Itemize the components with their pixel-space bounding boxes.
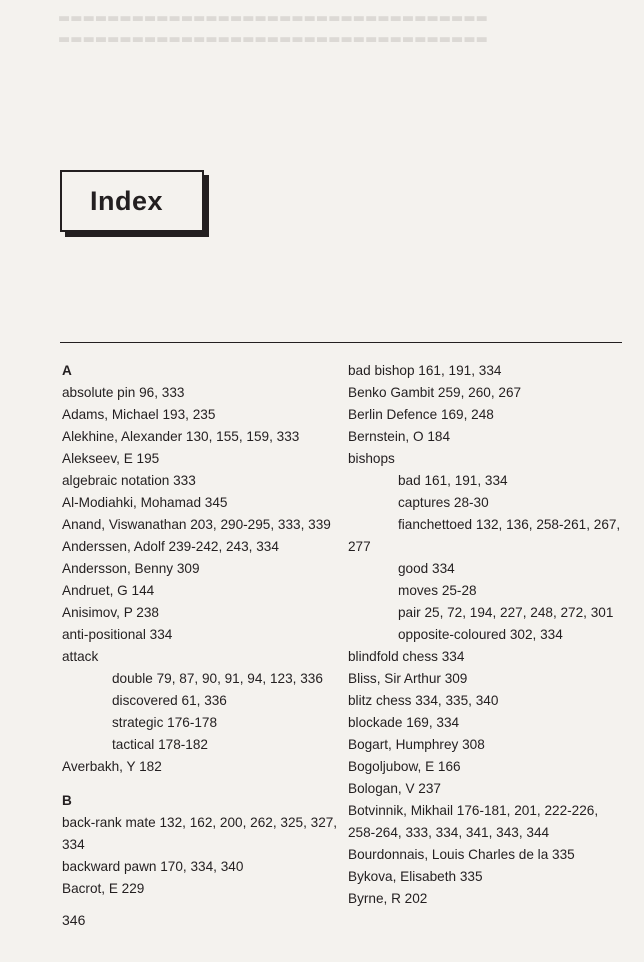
index-entry: algebraic notation 333 <box>62 473 196 488</box>
index-subentry: discovered 61, 336 <box>112 693 227 708</box>
index-entry: attack <box>62 649 99 664</box>
index-section-letter: A <box>62 363 72 378</box>
index-entry: 334 <box>62 837 85 852</box>
index-entry: Berlin Defence 169, 248 <box>348 407 494 422</box>
index-entry: bishops <box>348 451 395 466</box>
index-section-letter: B <box>62 793 72 808</box>
index-entry: Anderssen, Adolf 239-242, 243, 334 <box>62 539 279 554</box>
index-entry: blitz chess 334, 335, 340 <box>348 693 499 708</box>
index-column-right <box>348 360 638 910</box>
title-divider <box>60 342 622 343</box>
index-entry: bad bishop 161, 191, 334 <box>348 363 502 378</box>
index-entry: Anand, Viswanathan 203, 290-295, 333, 339 <box>62 517 331 532</box>
index-entry: 258-264, 333, 334, 341, 343, 344 <box>348 825 550 840</box>
index-entry: absolute pin 96, 333 <box>62 385 185 400</box>
index-entry: Andersson, Benny 309 <box>62 561 200 576</box>
index-entry: Alekseev, E 195 <box>62 451 160 466</box>
index-entry: Botvinnik, Mikhail 176-181, 201, 222-226, <box>348 803 599 818</box>
index-entry: back-rank mate 132, 162, 200, 262, 325, 327, <box>62 815 338 830</box>
index-entry: Averbakh, Y 182 <box>62 759 162 774</box>
index-entry: Benko Gambit 259, 260, 267 <box>348 385 522 400</box>
index-entry: Bogoljubow, E 166 <box>348 759 461 774</box>
index-entry: backward pawn 170, 334, 340 <box>62 859 244 874</box>
index-entry: blockade 169, 334 <box>348 715 460 730</box>
index-column-left <box>62 360 342 900</box>
section-gap <box>62 778 342 790</box>
index-subentry: tactical 178-182 <box>112 737 208 752</box>
index-entry: Bourdonnais, Louis Charles de la 335 <box>348 847 575 862</box>
index-entry: Bogart, Humphrey 308 <box>348 737 485 752</box>
index-subentry: bad 161, 191, 334 <box>398 473 508 488</box>
index-entry: Adams, Michael 193, 235 <box>62 407 216 422</box>
index-entry: blindfold chess 334 <box>348 649 465 664</box>
index-subentry: moves 25-28 <box>398 583 477 598</box>
index-entry: Al-Modiahki, Mohamad 345 <box>62 495 228 510</box>
index-subentry: captures 28-30 <box>398 495 489 510</box>
page-title: Index <box>90 186 164 216</box>
index-entry: Bykova, Elisabeth 335 <box>348 869 483 884</box>
index-entry: anti-positional 334 <box>62 627 173 642</box>
index-subentry: strategic 176-178 <box>112 715 218 730</box>
page-number: 346 <box>62 912 86 928</box>
index-entry: Anisimov, P 238 <box>62 605 159 620</box>
index-entry: Byrne, R 202 <box>348 891 428 906</box>
index-entry: Alekhine, Alexander 130, 155, 159, 333 <box>62 429 300 444</box>
index-subentry: good 334 <box>398 561 455 576</box>
index-subentry: fianchettoed 132, 136, 258-261, 267, <box>398 517 621 532</box>
index-entry: 277 <box>348 539 371 554</box>
index-title-box <box>60 170 204 232</box>
index-subentry: pair 25, 72, 194, 227, 248, 272, 301 <box>398 605 614 620</box>
index-entry: Bologan, V 237 <box>348 781 441 796</box>
show-through-text: ▬▬▬▬▬▬▬▬▬▬▬▬▬▬▬▬▬▬▬▬▬▬▬▬▬▬▬▬▬▬▬▬▬▬▬ ▬▬▬▬▬▬▬▬▬▬▬▬▬▬▬▬▬▬▬▬▬▬▬▬▬▬▬▬▬▬▬▬▬▬▬ <box>58 11 488 47</box>
index-entry: Bliss, Sir Arthur 309 <box>348 671 468 686</box>
index-entry: Andruet, G 144 <box>62 583 155 598</box>
index-subentry: double 79, 87, 90, 91, 94, 123, 336 <box>112 671 323 686</box>
index-subentry: opposite-coloured 302, 334 <box>398 627 563 642</box>
index-entry: Bacrot, E 229 <box>62 881 145 896</box>
index-entry: Bernstein, O 184 <box>348 429 451 444</box>
